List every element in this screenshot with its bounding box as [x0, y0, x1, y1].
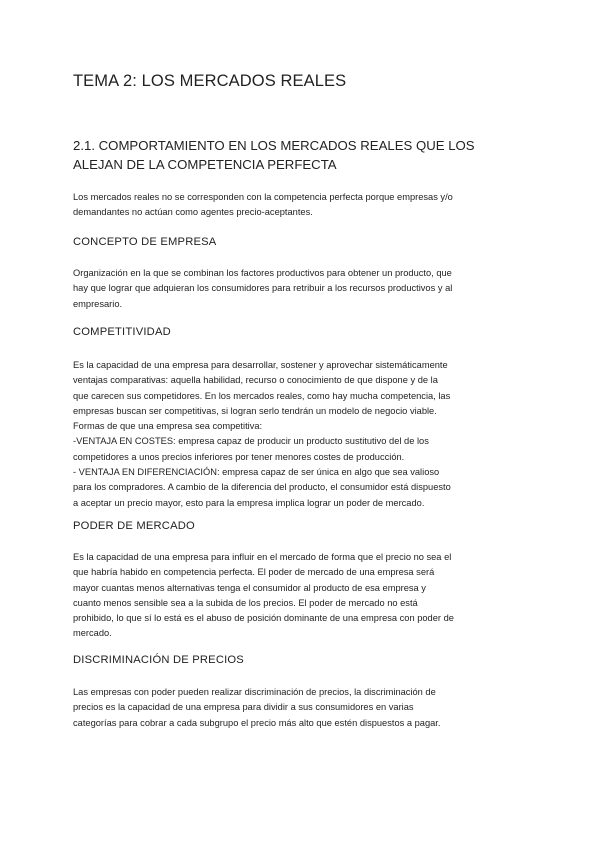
text-line: que carecen sus competidores. En los mercados reales, como hay mucha competencia, las — [73, 390, 451, 401]
paragraph-discriminacion-de-precios — [73, 685, 533, 731]
text-line: Los mercados reales no se corresponden con la competencia perfecta porque empresas y/o — [73, 192, 453, 202]
text-line: mayor cuantas menos alternativas tenga el consumidor al producto de esa empresa y — [73, 582, 426, 593]
text-line: empresas buscan ser competitivas, si logran serlo tendrán un modelo de negocio viable. — [73, 405, 437, 416]
text-line: que habría habido en competencia perfecta. El poder de mercado de una empresa será — [73, 567, 435, 578]
text-line: demandantes no actúan como agentes precio-aceptantes. — [73, 207, 313, 218]
text-line: -VENTAJA EN COSTES: empresa capaz de producir un producto sustitutivo del de los — [73, 436, 429, 447]
text-line: Es la capacidad de una empresa para desarrollar, sostener y aprovechar sistemáticamente — [73, 360, 448, 370]
paragraph-poder-de-mercado — [73, 550, 533, 642]
text-line: Formas de que una empresa sea competitiva: — [73, 421, 263, 432]
text-line: empresario. — [73, 298, 123, 309]
section-title-line: ALEJAN DE LA COMPETENCIA PERFECTA — [73, 157, 337, 172]
heading-concepto-de-empresa: CONCEPTO DE EMPRESA — [73, 236, 217, 248]
section-title — [73, 136, 533, 174]
text-line: Es la capacidad de una empresa para influir en el mercado de forma que el precio no sea el — [73, 552, 452, 562]
text-line: para los compradores. A cambio de la diferencia del producto, el consumidor está dispuesto — [73, 482, 451, 493]
text-line: cuanto menos sensible sea a la subida de los precios. El poder de mercado no está — [73, 597, 418, 608]
intro-paragraph — [73, 190, 533, 221]
text-line: competidores a unos precios inferiores por tener menores costes de producción. — [73, 451, 405, 462]
paragraph-concepto-de-empresa — [73, 266, 533, 312]
text-line: a aceptar un precio mayor, esto para la empresa implica lograr un poder de mercado. — [73, 497, 425, 508]
text-line: categorías para cobrar a cada subgrupo el precio más alto que estén dispuestos a pagar. — [73, 717, 441, 728]
text-line: Las empresas con poder pueden realizar discriminación de precios, la discriminación de — [73, 687, 436, 697]
text-line: ventajas comparativas: aquella habilidad, recurso o conocimiento de que dispone y de la — [73, 375, 438, 386]
heading-competitividad: COMPETITIVIDAD — [73, 326, 171, 338]
document-title: TEMA 2: LOS MERCADOS REALES — [73, 72, 347, 90]
text-line: - VENTAJA EN DIFERENCIACIÓN: empresa capaz de ser única en algo que sea valioso — [73, 467, 440, 478]
section-title-line: 2.1. COMPORTAMIENTO EN LOS MERCADOS REALES QUE LOS — [73, 138, 475, 153]
text-line: mercado. — [73, 628, 112, 639]
paragraph-competitividad — [73, 358, 533, 511]
text-line: hay que lograr que adquieran los consumidores para retribuir a los recursos productivos y al — [73, 283, 453, 294]
heading-discriminacion-de-precios: DISCRIMINACIÓN DE PRECIOS — [73, 654, 244, 666]
text-line: prohibido, lo que sí lo está es el abuso de posición dominante de una empresa con poder de — [73, 613, 454, 624]
heading-poder-de-mercado: PODER DE MERCADO — [73, 520, 195, 532]
text-line: Organización en la que se combinan los factores productivos para obtener un producto, que — [73, 268, 452, 278]
text-line: precios es la capacidad de una empresa para dividir a sus consumidores en varias — [73, 702, 414, 713]
